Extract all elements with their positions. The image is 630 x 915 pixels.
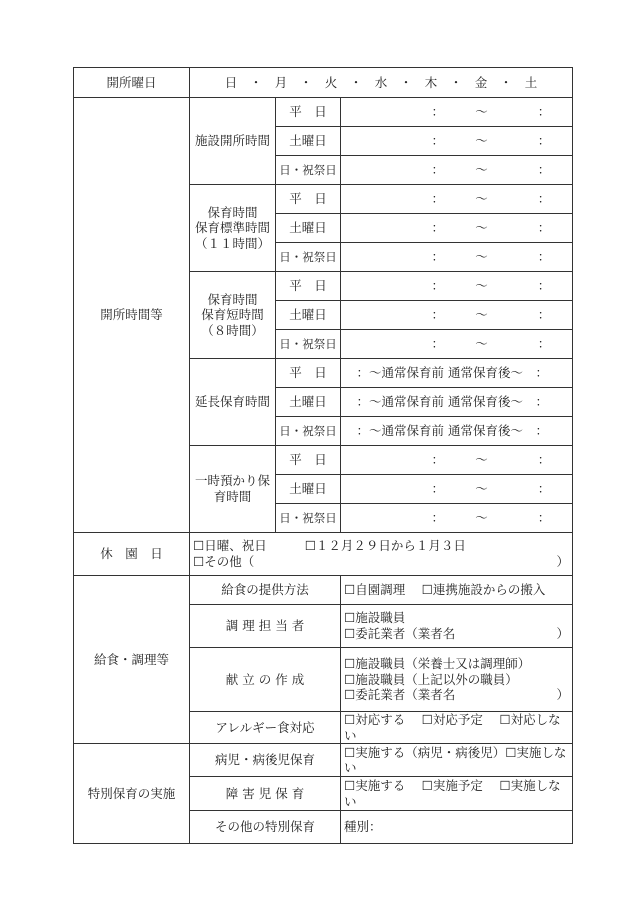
standard-day-weekday: 平 日	[276, 185, 341, 214]
extended-time-weekday[interactable]: ：～通常保育前 通常保育後～ ：	[341, 359, 573, 388]
closed-other-checkbox[interactable]: ☐その他（	[193, 554, 255, 569]
short-hours-label	[190, 272, 276, 359]
short-time-saturday[interactable]: ： ～ ：	[341, 301, 573, 330]
opening-hours-label: 開所時間等	[74, 98, 190, 533]
cook-contractor-checkbox[interactable]: ☐委託業者（業者名	[344, 626, 456, 641]
facility-time-holiday[interactable]: ： ～ ：	[341, 156, 573, 185]
closed-days-label: 休 園 日	[74, 533, 190, 576]
allergy-label: アレルギー食対応	[190, 712, 341, 744]
temporary-time-holiday[interactable]: ： ～ ：	[341, 504, 573, 533]
facility-time-weekday[interactable]: ： ～ ：	[341, 98, 573, 127]
facility-day-weekday: 平 日	[276, 98, 341, 127]
facility-form	[73, 67, 572, 844]
short-label-3: （８時間）	[201, 322, 264, 338]
standard-day-holiday: 日・祝祭日	[276, 243, 341, 272]
temporary-time-saturday[interactable]: ： ～ ：	[341, 475, 573, 504]
standard-day-saturday: 土曜日	[276, 214, 341, 243]
facility-day-holiday: 日・祝祭日	[276, 156, 341, 185]
standard-time-saturday[interactable]: ： ～ ：	[341, 214, 573, 243]
extended-day-holiday: 日・祝祭日	[276, 417, 341, 446]
other-care-label: その他の特別保育	[190, 811, 341, 844]
short-time-weekday[interactable]: ： ～ ：	[341, 272, 573, 301]
opening-days-label: 開所曜日	[74, 68, 190, 98]
allergy-options[interactable]: ☐対応する ☐対応予定 ☐対応しない	[341, 712, 573, 744]
temporary-day-holiday: 日・祝祭日	[276, 504, 341, 533]
standard-hours-label	[190, 185, 276, 272]
meals-label: 給食・調理等	[74, 576, 190, 744]
closed-days-row	[74, 533, 573, 576]
extended-day-weekday: 平 日	[276, 359, 341, 388]
standard-time-weekday[interactable]: ： ～ ：	[341, 185, 573, 214]
short-label-1: 保育時間	[207, 291, 258, 307]
standard-time-holiday[interactable]: ： ～ ：	[341, 243, 573, 272]
short-day-holiday: 日・祝祭日	[276, 330, 341, 359]
facility-hours-label: 施設開所時間	[190, 98, 276, 185]
extended-hours-label: 延長保育時間	[190, 359, 276, 446]
opening-days-value[interactable]: 日 ・ 月 ・ 火 ・ 水 ・ 木 ・ 金 ・ 土	[190, 68, 573, 98]
opening-days-row	[74, 68, 573, 98]
meal-method-label: 給食の提供方法	[190, 576, 341, 605]
menu-dietitian-checkbox[interactable]: ☐施設職員（栄養士又は調理師）	[344, 656, 531, 672]
closed-other-paren: ）	[556, 554, 570, 569]
disabled-care-options[interactable]: ☐実施する ☐実施予定 ☐実施しない	[341, 777, 573, 811]
standard-label-1: 保育時間	[207, 204, 258, 220]
temporary-day-weekday: 平 日	[276, 446, 341, 475]
cook-options	[341, 605, 573, 648]
short-time-holiday[interactable]: ： ～ ：	[341, 330, 573, 359]
special-care-label: 特別保育の実施	[74, 744, 190, 844]
menu-other-staff-checkbox[interactable]: ☐施設職員（上記以外の職員）	[344, 671, 518, 687]
form-table	[73, 67, 573, 844]
temporary-label-1: 一時預かり保	[194, 473, 270, 489]
disabled-care-label: 障 害 児 保 育	[190, 777, 341, 811]
closed-newyear-checkbox[interactable]: ☐１２月２９日から１月３日	[304, 538, 466, 554]
short-label-2: 保育短時間	[201, 307, 264, 323]
other-care-type[interactable]: 種別：	[341, 811, 573, 844]
temporary-day-saturday: 土曜日	[276, 475, 341, 504]
short-day-weekday: 平 日	[276, 272, 341, 301]
temporary-label-2: 育時間	[213, 489, 252, 504]
closed-days-options	[190, 533, 573, 576]
cook-staff-checkbox[interactable]: ☐施設職員	[344, 610, 406, 626]
meal-method-options[interactable]: ☐自園調理 ☐連携施設からの搬入	[341, 576, 573, 605]
menu-contractor-checkbox[interactable]: ☐委託業者（業者名	[344, 687, 456, 703]
temporary-time-weekday[interactable]: ： ～ ：	[341, 446, 573, 475]
closed-sunday-checkbox[interactable]: ☐日曜、祝日	[193, 538, 267, 554]
extended-time-saturday[interactable]: ：～通常保育前 通常保育後～ ：	[341, 388, 573, 417]
facility-day-saturday: 土曜日	[276, 127, 341, 156]
menu-options	[341, 648, 573, 712]
standard-label-2: 保育標準時間	[194, 220, 270, 236]
sick-care-label: 病児・病後児保育	[190, 744, 341, 777]
standard-label-3: （１１時間）	[194, 235, 270, 251]
facility-time-saturday[interactable]: ： ～ ：	[341, 127, 573, 156]
short-day-saturday: 土曜日	[276, 301, 341, 330]
cook-contractor-paren: ）	[556, 626, 570, 641]
sick-care-options[interactable]: ☐実施する（病児・病後児）☐実施しない	[341, 744, 573, 777]
menu-label: 献 立 の 作 成	[190, 648, 341, 712]
cook-label: 調 理 担 当 者	[190, 605, 341, 648]
menu-contractor-paren: ）	[556, 687, 570, 703]
extended-time-holiday[interactable]: ：～通常保育前 通常保育後～ ：	[341, 417, 573, 446]
extended-day-saturday: 土曜日	[276, 388, 341, 417]
temporary-hours-label	[190, 446, 276, 533]
